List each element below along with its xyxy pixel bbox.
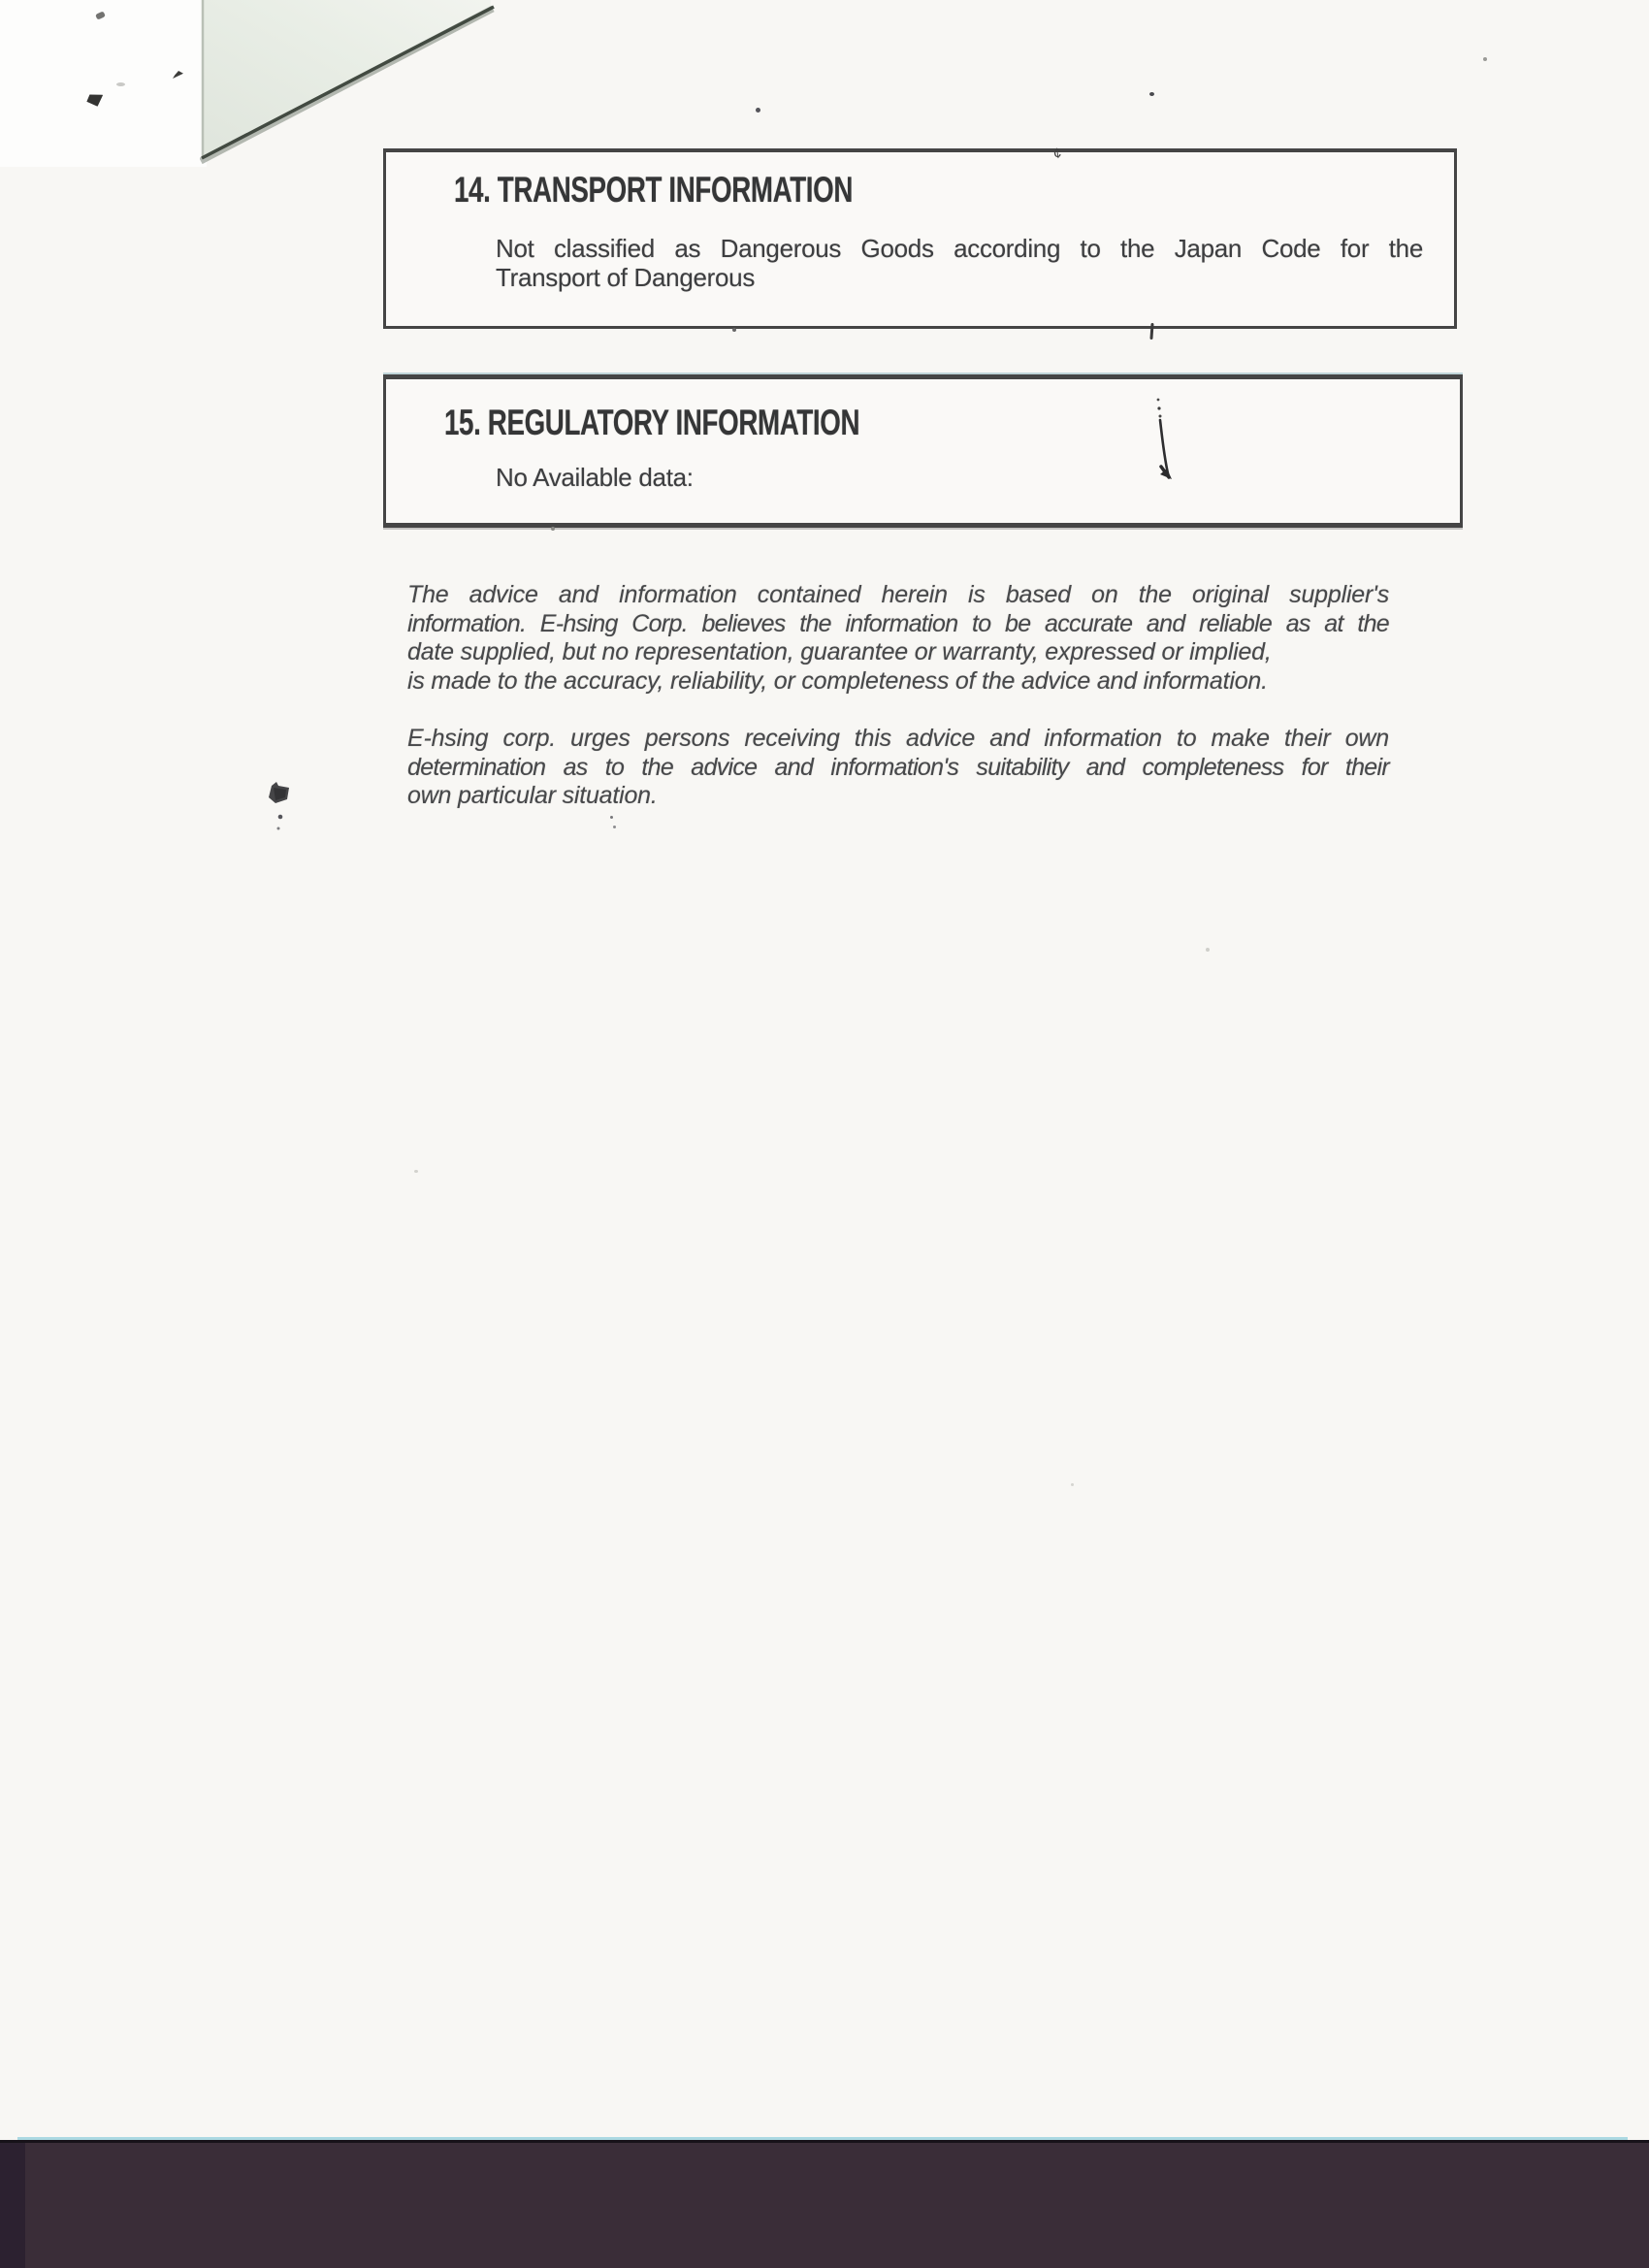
scan-speck (1149, 92, 1154, 96)
disclaimer-line: determination as to the advice and information's suitability and completeness for their (407, 753, 1389, 781)
transport-body (496, 234, 1423, 292)
disclaimer-line: date supplied, but no representation, guarantee or warranty, expressed or implied, (407, 638, 1272, 665)
disclaimer-paragraph-2 (407, 725, 1389, 811)
section-box-transport-information (383, 145, 1457, 329)
scan-corner-white-area (0, 0, 207, 167)
scan-fold-artifact (200, 0, 501, 170)
scan-speck (1206, 948, 1210, 952)
scan-speck (1483, 57, 1487, 61)
footer-scan-bar-edge (0, 2143, 25, 2268)
disclaimer-line: E-hsing corp. urges persons receiving this advice and information to make their own (407, 725, 1389, 752)
disclaimer-paragraph-1 (407, 581, 1389, 696)
regulatory-body-line: No Available data: (496, 463, 694, 492)
scan-speck (116, 82, 125, 86)
scan-speck (551, 527, 555, 531)
ink-blob-mark (260, 776, 304, 844)
section-heading-regulatory (444, 403, 998, 443)
pen-stroke-mark (1140, 383, 1198, 500)
scan-speck (1071, 1483, 1074, 1486)
scan-speck (414, 1170, 418, 1173)
scan-speck (610, 816, 613, 819)
transport-body-line: Transport of Dangerous (496, 263, 756, 292)
disclaimer-line: information. E-hsing Corp. believes the information to be accurate and reliable as at the (407, 609, 1389, 637)
scan-speck (613, 826, 616, 828)
section-box-regulatory-information (383, 374, 1463, 528)
section-heading-transport-text: 14. TRANSPORT INFORMATION (454, 170, 853, 210)
cent-scan-mark: ¢ (1051, 145, 1063, 163)
pen-tick-mark (1149, 323, 1153, 340)
disclaimer-line: The advice and information contained herein is based on the original supplier's (407, 581, 1389, 608)
footer-scan-bar (0, 2143, 1649, 2268)
scan-speck (756, 108, 760, 113)
disclaimer-line: is made to the accuracy, reliability, or completeness of the advice and information. (407, 666, 1268, 695)
regulatory-body (496, 463, 1369, 492)
disclaimer-line: own particular situation. (407, 782, 658, 809)
scan-speck (732, 328, 736, 332)
section-heading-regulatory-text: 15. REGULATORY INFORMATION (444, 403, 860, 442)
section-heading-transport (454, 170, 986, 211)
transport-body-line: Not classified as Dangerous Goods according to the Japan Code for the (496, 234, 1423, 263)
